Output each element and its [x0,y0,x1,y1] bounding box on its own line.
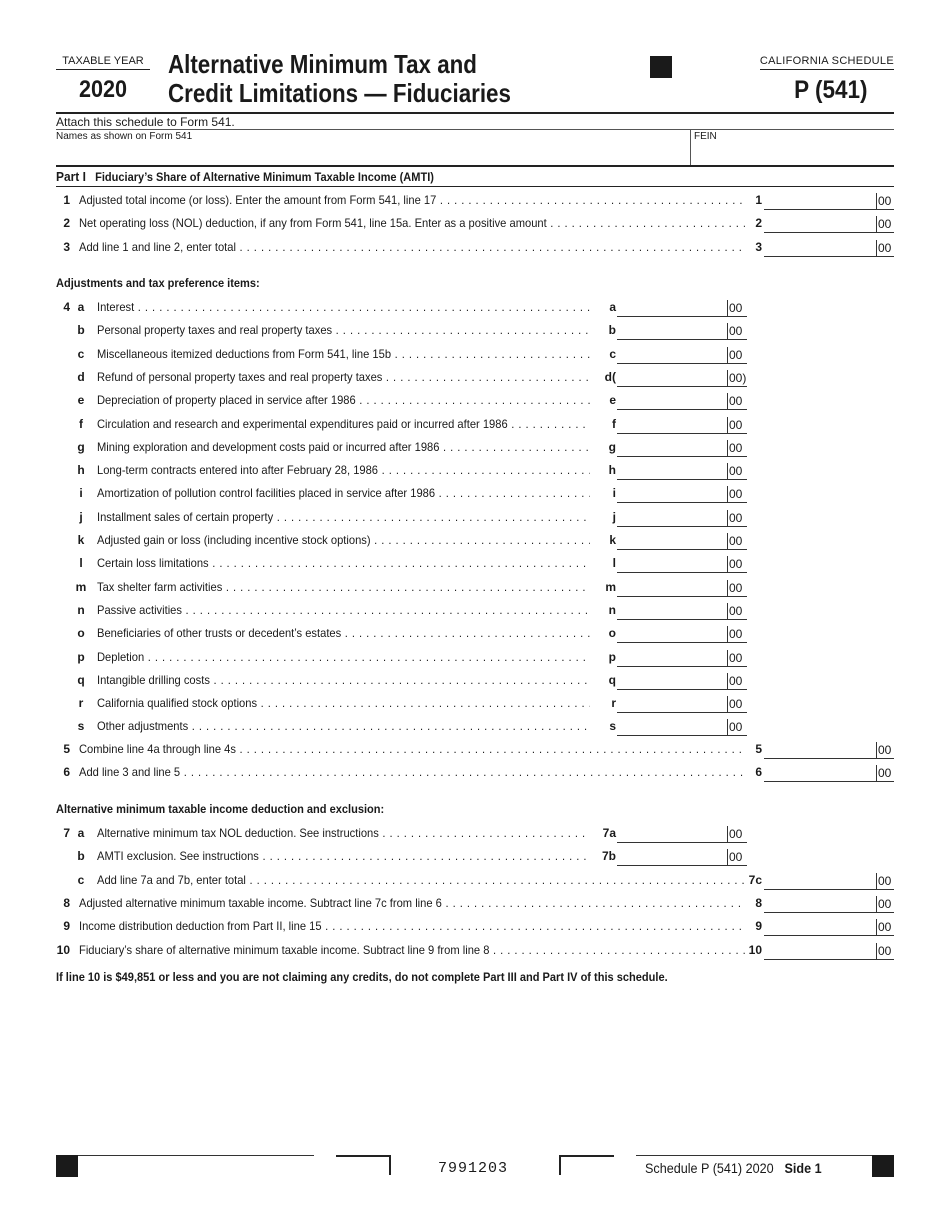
footer-mark-left [56,1155,78,1177]
schedule-name-text: P (541) [794,76,868,104]
line-8-cents: 00 [876,896,894,913]
line-4g-row [0,440,950,460]
line-4b-ref-label: b [608,323,616,338]
line-4n-ref-label: n [608,602,616,617]
part1-title: Fiduciary’s Share of Alternative Minimum Taxable Income (AMTI) [95,170,434,184]
line-4s-letter: s [77,719,85,734]
completion-note: If line 10 is $49,851 or less and you are not claiming any credits, do not complete Part III and Part IV of this schedule. [56,970,668,984]
line-4d-letter: d [77,369,85,384]
line-4m-letter: m [75,579,87,594]
line-2-row [0,216,950,236]
taxable-year: 2020 [78,76,128,103]
line-10-description: Fiduciary’s share of alternative minimum taxable income. Subtract line 9 from line 8 . . . [79,943,745,957]
line-7b-letter: b [77,849,85,864]
line-4r-ref-label: r [611,696,616,711]
line-4g-letter: g [77,439,85,454]
line-7c-row [0,873,950,893]
line-4n-cents: 00 [727,603,747,620]
line-4q-amount-field[interactable] [617,674,727,690]
fein-field-label: FEIN [694,131,717,142]
line-4i-ref-label: i [612,486,616,501]
line-6-ref-label: 6 [755,765,762,780]
attach-instruction: Attach this schedule to Form 541. [56,115,235,129]
line-3-amount-field[interactable] [764,241,876,257]
line-10-number: 10 [56,942,70,957]
line-9-amount-field[interactable] [764,920,876,936]
part1-label: Part I [56,169,86,184]
deduction-heading: Alternative minimum taxable income deduction and exclusion: [56,802,385,816]
line-4q-letter: q [77,672,85,687]
form-title [168,50,511,108]
line-6-amount-field[interactable] [764,766,876,782]
line-5-amount-field[interactable] [764,743,876,759]
line-4c-description: Miscellaneous itemized deductions from Form 541, line 15b . . . [97,347,590,361]
line-4s-description: Other adjustments . . . [97,719,590,733]
line-10-row [0,943,950,963]
line-4b-amount-field[interactable] [617,324,727,340]
names-field[interactable] [56,131,690,164]
line-8-number: 8 [63,896,70,910]
line-4j-description: Installment sales of certain property . . . [97,510,590,524]
line-2-cents: 00 [876,216,894,233]
line-9-ref-label: 9 [755,919,762,934]
line-4i-cents: 00 [727,486,747,503]
line-4k-row [0,533,950,553]
footer-bracket-right [559,1155,614,1175]
line-4r-cents: 00 [727,696,747,713]
line-4g-cents: 00 [727,440,747,457]
line-1-amount-field[interactable] [764,194,876,210]
part1-bottom-rule [56,186,894,187]
line-3-row [0,240,950,260]
line-9-description: Income distribution deduction from Part II, line 15 . . . [79,919,745,933]
line-7c-letter: c [77,873,85,887]
line-5-cents: 00 [876,742,894,759]
line-4f-cents: 00 [727,417,747,434]
barcode-number: 7991203 [438,1160,509,1177]
line-7c-amount-field[interactable] [764,874,876,890]
line-4o-description: Beneficiaries of other trusts or decedent’s estates . . . [97,626,590,640]
line-4c-letter: c [77,346,85,361]
line-4h-letter: h [77,463,85,478]
line-7c-ref-label: 7c [748,873,762,887]
form-title-line2: Credit Limitations — Fiduciaries [168,78,511,108]
line-4l-description: Certain loss limitations . . . [97,556,590,570]
line-4a-number: 4 [63,300,70,314]
line-3-cents: 00 [876,240,894,257]
line-4m-description: Tax shelter farm activities . . . [97,580,590,594]
registration-mark [650,56,672,78]
line-6-row [0,765,950,785]
line-4f-description: Circulation and research and experimental expenditures paid or incurred after 1986 . . . [97,417,590,431]
line-3-number: 3 [63,239,70,254]
part1-top-rule [56,165,894,167]
line-4i-letter: i [79,486,83,501]
line-4k-letter: k [77,533,85,547]
line-4b-row [0,323,950,343]
line-4f-letter: f [79,416,83,431]
fein-divider [690,129,691,165]
line-4g-amount-field[interactable] [617,441,727,457]
line-4a-cents: 00 [727,300,747,317]
line-4e-cents: 00 [727,393,747,410]
adjustments-heading: Adjustments and tax preference items: [56,276,260,290]
line-4i-description: Amortization of pollution control facilities placed in service after 1986 . . . [97,486,590,500]
line-10-cents: 00 [876,943,894,960]
line-4j-amount-field[interactable] [617,511,727,527]
line-6-description: Add line 3 and line 5 . . . [79,765,745,779]
line-5-number: 5 [63,742,70,756]
line-4p-ref-label: p [608,649,616,664]
line-4a-description: Interest . . . [97,300,590,314]
names-field-label: Names as shown on Form 541 [56,131,193,142]
line-4f-amount-field[interactable] [617,418,727,434]
line-3-ref-label: 3 [755,239,762,254]
line-1-ref-label: 1 [755,193,762,207]
line-2-amount-field[interactable] [764,217,876,233]
line-4m-row [0,580,950,600]
taxable-year-label: TAXABLE YEAR [56,55,150,70]
line-2-number: 2 [63,216,70,231]
footer-mark-right [872,1155,894,1177]
line-7c-description: Add line 7a and 7b, enter total . . . [97,873,745,887]
line-4o-cents: 00 [727,626,747,643]
line-7a-number: 7 [63,826,70,840]
line-4i-row [0,486,950,506]
line-4k-cents: 00 [727,533,747,550]
line-4p-description: Depletion . . . [97,650,590,664]
line-5-ref-label: 5 [755,742,762,756]
line-4q-description: Intangible drilling costs . . . [97,673,590,687]
line-7a-amount-field[interactable] [617,827,727,843]
line-4n-row [0,603,950,623]
line-4l-cents: 00 [727,556,747,573]
line-1-cents: 00 [876,193,894,210]
line-4q-row [0,673,950,693]
line-4j-cents: 00 [727,510,747,527]
line-4g-description: Mining exploration and development costs paid or incurred after 1986 . . . [97,440,590,454]
line-4e-ref-label: e [609,393,616,408]
line-4m-cents: 00 [727,580,747,597]
line-4a-letter: a [77,300,85,314]
footer-schedule-name: Schedule P (541) 2020 [645,1160,774,1176]
line-7b-ref-label: 7b [601,849,616,864]
line-4n-amount-field[interactable] [617,604,727,620]
line-4e-description: Depreciation of property placed in service after 1986 . . . [97,393,590,407]
line-1-description: Adjusted total income (or loss). Enter the amount from Form 541, line 17 . . . [79,193,745,207]
line-7b-row [0,849,950,869]
line-4e-row [0,393,950,413]
line-10-amount-field[interactable] [764,944,876,960]
line-4r-letter: r [78,696,84,711]
line-4k-description: Adjusted gain or loss (including incentive stock options) . . . [97,533,590,547]
line-4b-letter: b [77,323,85,338]
line-4s-row [0,719,950,739]
footer-bracket-left [336,1155,391,1175]
line-8-amount-field[interactable] [764,897,876,913]
line-4d-ref-label: d( [604,369,616,384]
part1-heading [56,169,434,184]
rule [56,129,894,130]
line-4s-ref-label: s [609,719,616,734]
line-4r-amount-field[interactable] [617,697,727,713]
form-title-line1: Alternative Minimum Tax and [168,49,477,79]
line-7c-cents: 00 [876,873,894,890]
line-4k-ref-label: k [609,533,616,547]
line-4m-amount-field[interactable] [617,581,727,597]
footer-rule-right [636,1155,872,1156]
line-4f-row [0,417,950,437]
line-4j-letter: j [79,509,83,524]
line-4p-amount-field[interactable] [617,651,727,667]
line-7a-cents: 00 [727,826,747,843]
line-4h-row [0,463,950,483]
line-3-description: Add line 1 and line 2, enter total . . . [79,240,745,254]
footer-schedule-ref [645,1160,822,1176]
line-4n-letter: n [77,602,85,617]
line-4h-cents: 00 [727,463,747,480]
line-4d-cents: 00) [729,370,747,385]
line-4b-cents: 00 [727,323,747,340]
line-4d-amount-field[interactable] [617,371,727,387]
line-7b-amount-field[interactable] [617,850,727,866]
line-4a-row [0,300,950,320]
footer-rule-left [78,1155,314,1156]
line-4o-row [0,626,950,646]
line-4r-row [0,696,950,716]
line-7a-ref-label: 7a [602,826,616,840]
line-7a-letter: a [77,826,85,840]
line-4e-letter: e [77,393,85,408]
line-1-row [0,193,950,213]
fein-field[interactable] [692,131,894,164]
line-4l-row [0,556,950,576]
line-7b-description: AMTI exclusion. See instructions . . . [97,849,590,863]
schedule-label: CALIFORNIA SCHEDULE [760,55,894,70]
line-2-description: Net operating loss (NOL) deduction, if any from Form 541, line 15a. Enter as a positive amount . . . [79,216,745,230]
line-4a-ref-label: a [609,300,616,314]
line-4j-ref-label: j [612,509,616,524]
footer-side: Side 1 [784,1160,822,1176]
line-7b-cents: 00 [727,849,747,866]
line-4q-cents: 00 [727,673,747,690]
line-8-row [0,896,950,916]
line-4d-row [0,370,950,390]
line-4c-amount-field[interactable] [617,348,727,364]
line-5-description: Combine line 4a through line 4s . . . [79,742,745,756]
line-4o-letter: o [77,626,85,641]
line-6-number: 6 [63,765,70,780]
line-8-description: Adjusted alternative minimum taxable income. Subtract line 7c from line 6 . . . [79,896,745,910]
line-9-row [0,919,950,939]
line-4l-letter: l [79,556,83,571]
line-10-ref-label: 10 [748,942,762,957]
line-4j-row [0,510,950,530]
line-4d-description: Refund of personal property taxes and real property taxes . . . [97,370,590,384]
line-4r-description: California qualified stock options . . . [97,696,590,710]
line-6-cents: 00 [876,765,894,782]
line-1-number: 1 [63,193,70,207]
line-9-cents: 00 [876,919,894,936]
line-7a-row [0,826,950,846]
line-4n-description: Passive activities . . . [97,603,590,617]
line-4c-cents: 00 [727,347,747,364]
header-divider [56,112,894,114]
line-4o-amount-field[interactable] [617,627,727,643]
line-4e-amount-field[interactable] [617,394,727,410]
line-4p-cents: 00 [727,650,747,667]
line-4c-row [0,347,950,367]
line-4m-ref-label: m [605,579,616,594]
line-4f-ref-label: f [612,416,616,431]
line-4k-amount-field[interactable] [617,534,727,550]
line-5-row [0,742,950,762]
line-4c-ref-label: c [609,346,616,361]
line-4l-ref-label: l [612,556,616,571]
line-4i-amount-field[interactable] [617,487,727,503]
line-4s-amount-field[interactable] [617,720,727,736]
line-4o-ref-label: o [608,626,616,641]
line-4h-amount-field[interactable] [617,464,727,480]
line-8-ref-label: 8 [755,896,762,910]
line-7a-description: Alternative minimum tax NOL deduction. See instructions . . . [97,826,590,840]
line-4h-ref-label: h [608,463,616,478]
line-4h-description: Long-term contracts entered into after February 28, 1986 . . . [97,463,590,477]
line-4b-description: Personal property taxes and real property taxes . . . [97,323,590,337]
line-4p-row [0,650,950,670]
line-4p-letter: p [77,649,85,664]
line-4s-cents: 00 [727,719,747,736]
line-4q-ref-label: q [608,672,616,687]
line-4g-ref-label: g [608,439,616,454]
line-4a-amount-field[interactable] [617,301,727,317]
line-4l-amount-field[interactable] [617,557,727,573]
line-2-ref-label: 2 [755,216,762,231]
line-9-number: 9 [63,919,70,934]
